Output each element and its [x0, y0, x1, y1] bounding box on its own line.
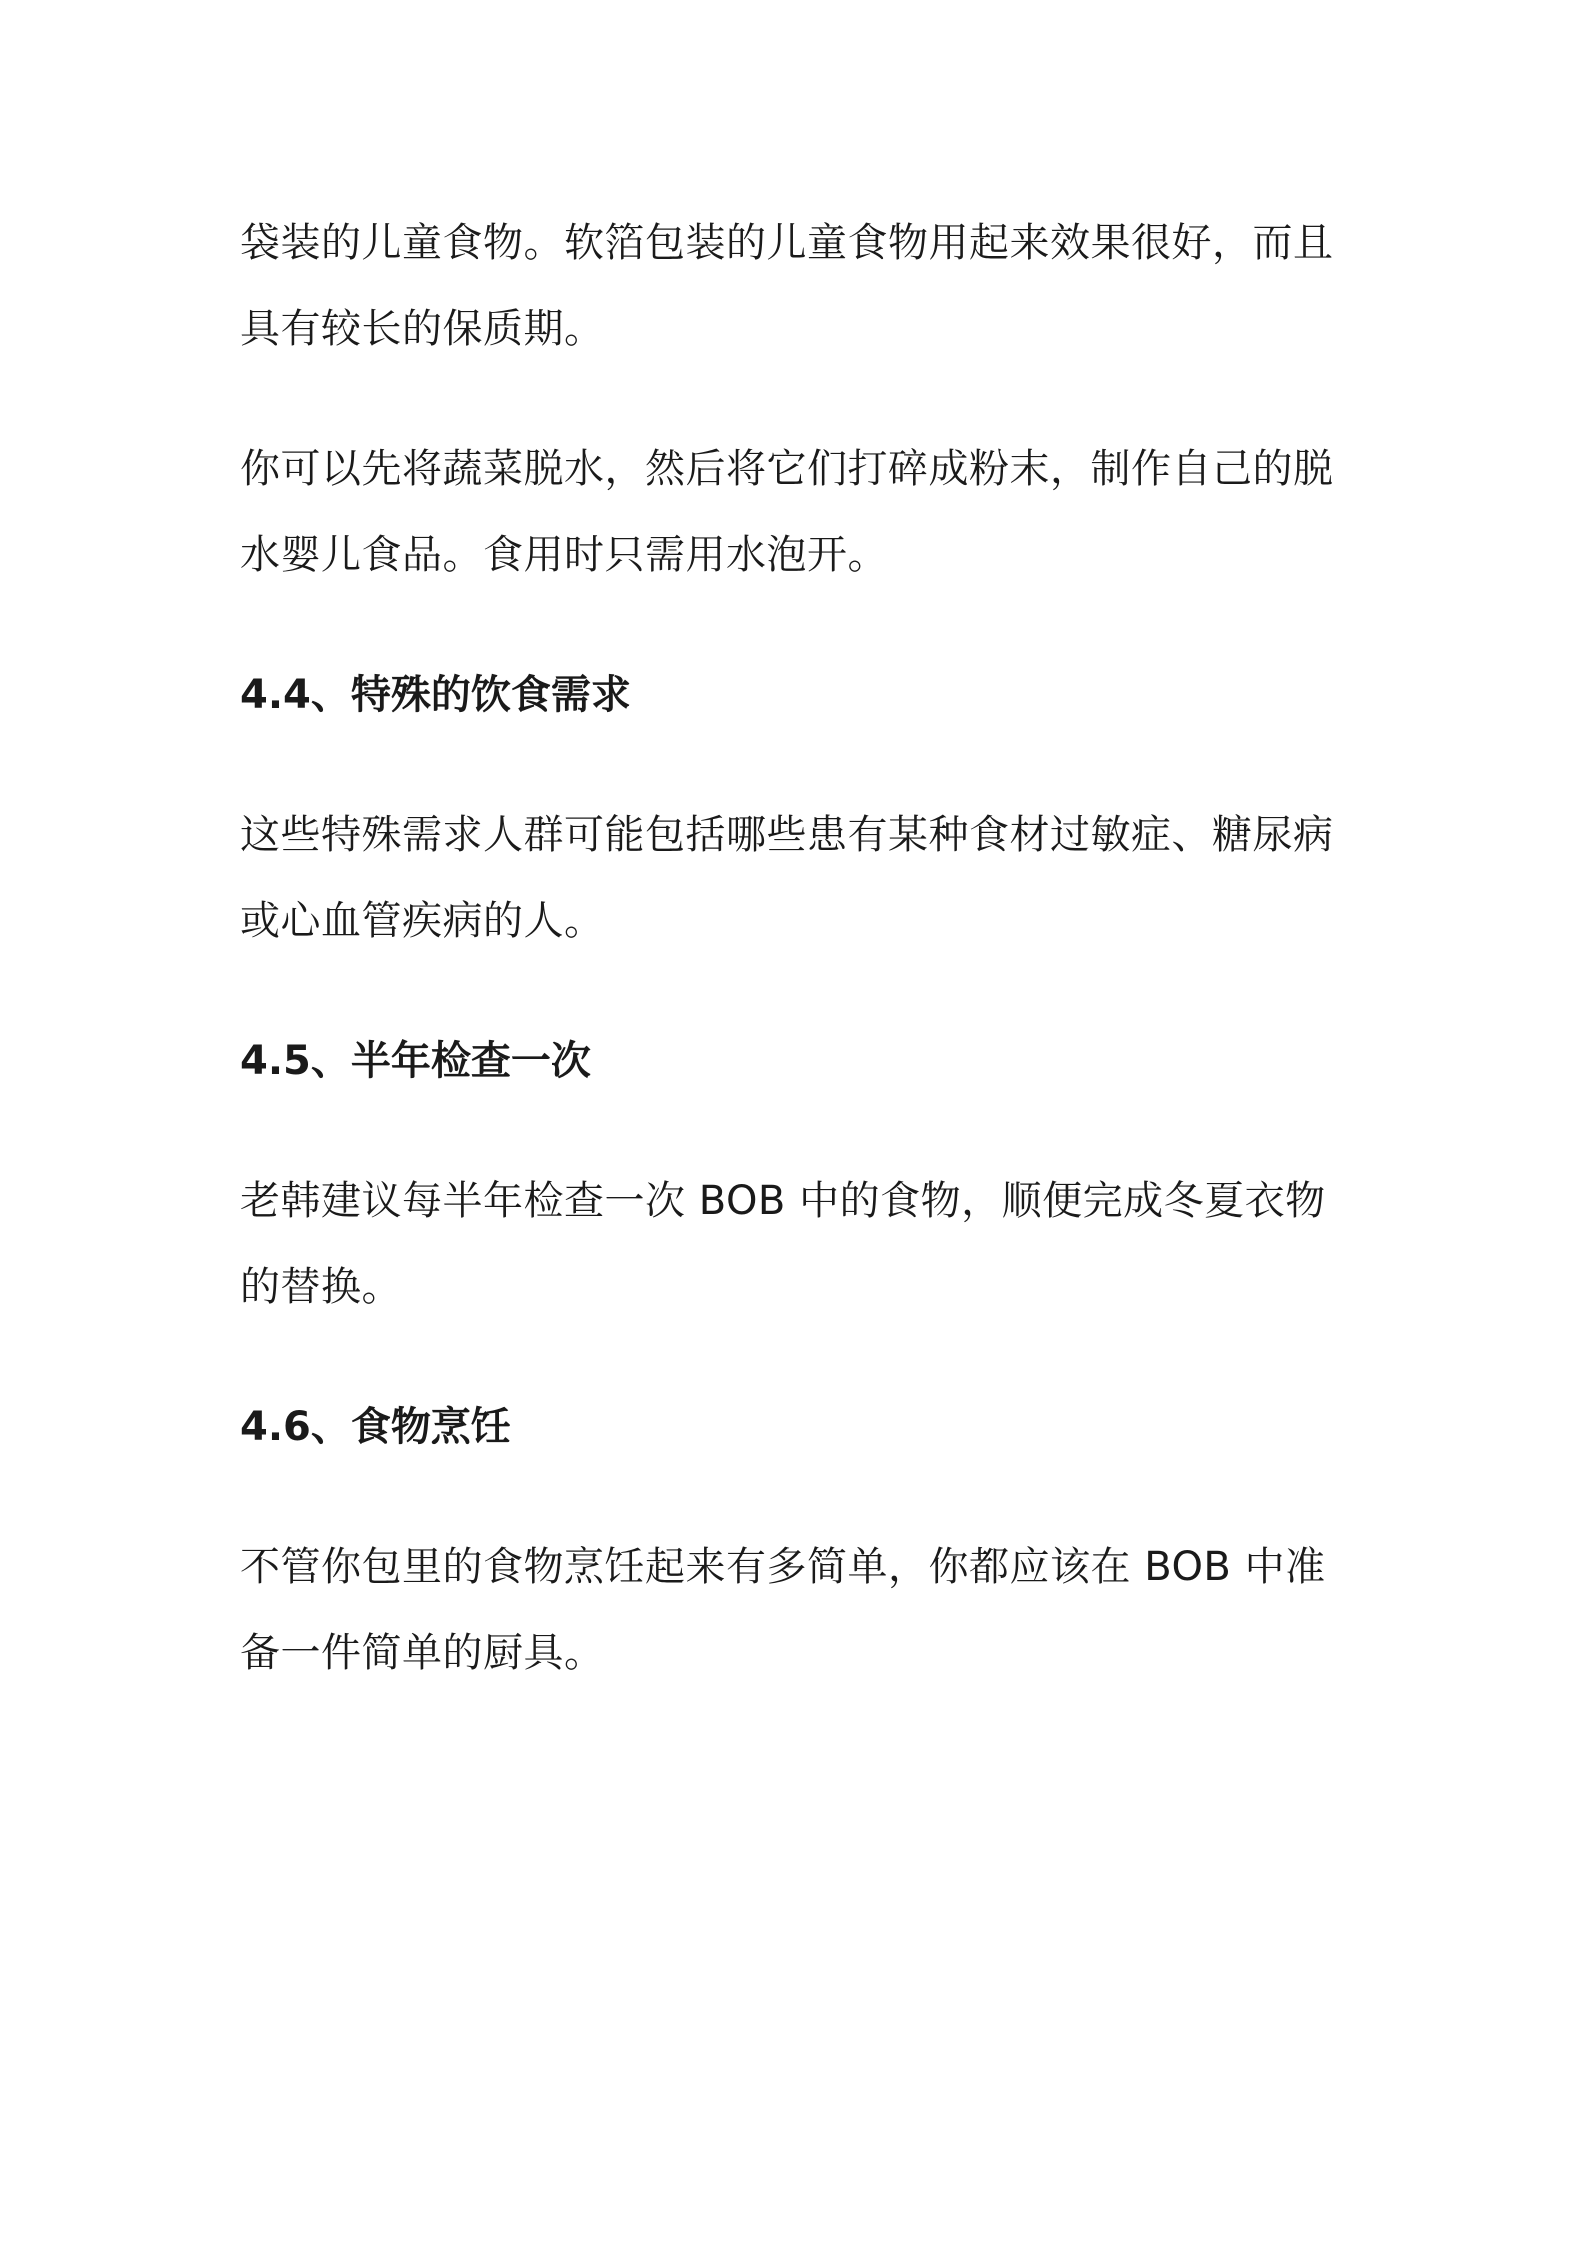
paragraph-half-year-check: 老韩建议每半年检查一次 BOB 中的食物，顺便完成冬夏衣物的替换。 [240, 1178, 1326, 1310]
paragraph-food-cooking: 不管你包里的食物烹饪起来有多简单，你都应该在 BOB 中准备一件简单的厨具。 [240, 1544, 1326, 1676]
heading-half-year-check: 4.5、半年检查一次 [240, 1038, 591, 1084]
heading-special-diet: 4.4、特殊的饮食需求 [240, 672, 631, 718]
paragraph-baby-food-pouches: 袋装的儿童食物。软箔包装的儿童食物用起来效果很好，而且具有较长的保质期。 [240, 220, 1334, 352]
heading-food-cooking: 4.6、食物烹饪 [240, 1404, 511, 1450]
document-body [240, 200, 1360, 1696]
paragraph-dehydrated-baby-food: 你可以先将蔬菜脱水，然后将它们打碎成粉末，制作自己的脱水婴儿食品。食用时只需用水泡开。 [240, 446, 1334, 578]
paragraph-special-diet: 这些特殊需求人群可能包括哪些患有某种食材过敏症、糖尿病或心血管疾病的人。 [240, 812, 1334, 944]
